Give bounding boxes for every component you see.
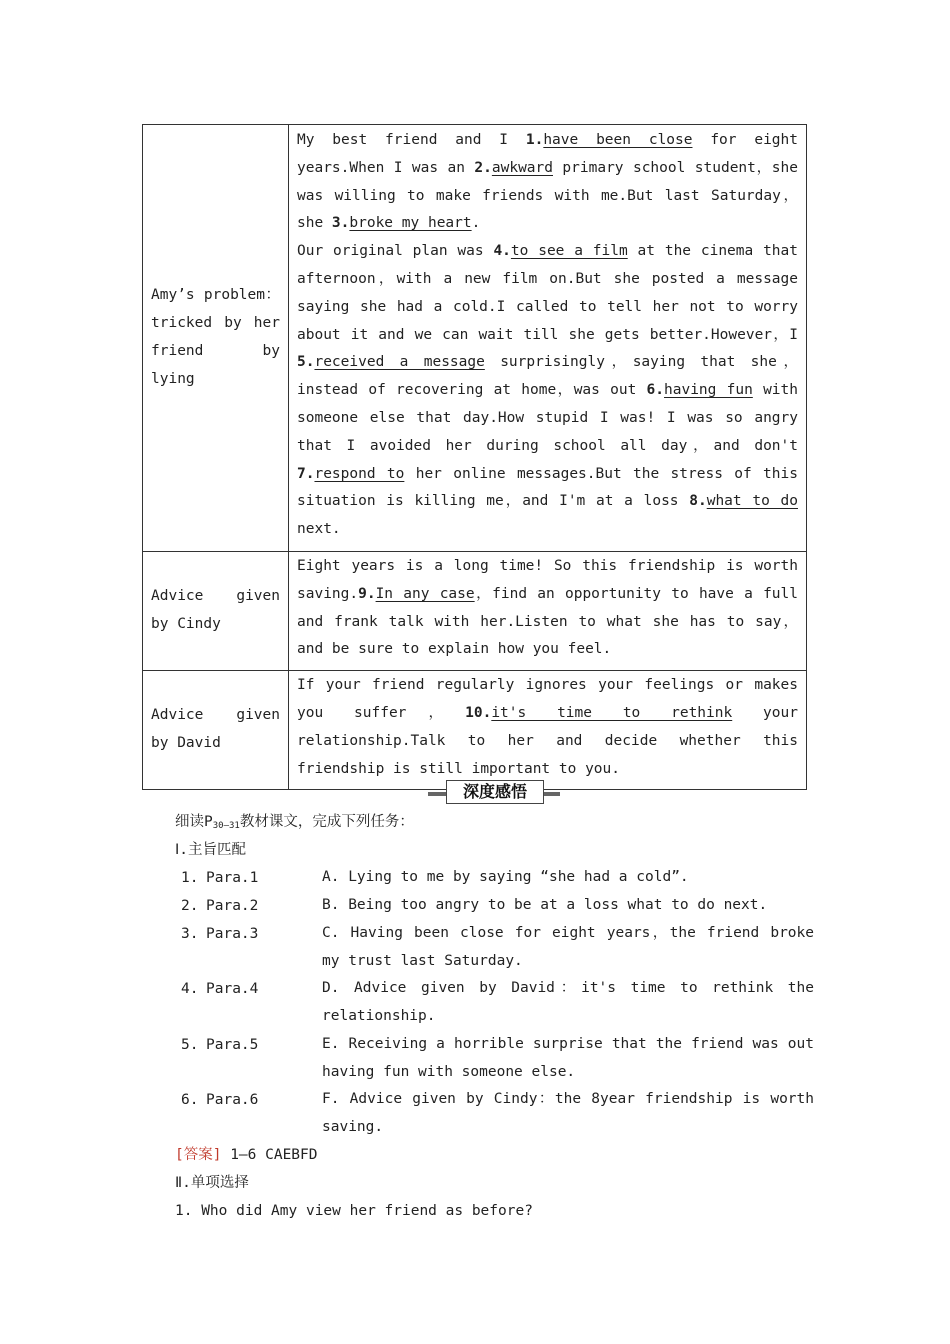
table-row xyxy=(143,671,807,790)
answer-blank: having fun xyxy=(664,382,753,399)
row-label-david: Advice given by David xyxy=(143,671,289,790)
answer-blank: broke my heart xyxy=(349,215,472,232)
table-row xyxy=(143,552,807,671)
answer-blank: what to do xyxy=(706,493,798,510)
table-row xyxy=(143,125,807,552)
answer-blank: In any case xyxy=(375,585,475,602)
answer-text: 1—6 CAEBFD xyxy=(230,1147,318,1163)
row-label-cindy: Advice given by Cindy xyxy=(143,552,289,671)
answer-blank: to see a film xyxy=(510,243,628,260)
banner-title: 深度感悟 xyxy=(446,780,544,804)
answer-tag: [答案] xyxy=(175,1147,222,1163)
answer-blank: awkward xyxy=(491,159,553,176)
advice-david-cell: If your friend regularly ignores your feelings or makes you suffer，10.it's time to rethink your relationship.Talk to her and decide whether this friendship is still important to you. xyxy=(289,671,807,790)
row-label-problem: Amy’s problem：tricked by her friend by lying xyxy=(143,125,289,552)
answer-line xyxy=(175,1145,318,1165)
question-1: 1. Who did Amy view her friend as before? xyxy=(175,1203,533,1219)
section-heading-matching: Ⅰ.主旨匹配 xyxy=(175,842,247,858)
story-table xyxy=(142,124,807,790)
answer-blank: respond to xyxy=(314,465,405,482)
story-paragraph-1: My best friend and I 1.have been close for eight years.When I was an 2.awkward primary school student，she was willing to make friends with me.But last Saturday，she 3.broke my heart. xyxy=(297,132,798,232)
answer-blank: it's time to rethink xyxy=(491,704,733,721)
section-heading-choice: Ⅱ.单项选择 xyxy=(175,1175,249,1191)
story-paragraph-2: Our original plan was 4.to see a film at the cinema that afternoon，with a new film on.But she posted a message saying she had a cold.I called to tell her not to worry about it and we can wait till she gets better.However，I 5.received a message surprisingly，saying that she，instead of recovering at home，was out 6.having fun with someone else that day.How stupid I was! I was so angry that I avoided her during school all day，and don't 7.respond to her online messages.But the stress of this situation is killing me，and I'm at a loss 8.what to do next. xyxy=(297,243,798,538)
task-intro: 细读$P_{30—31}$教材课文，完成下列任务： xyxy=(175,814,414,831)
answer-blank: received a message xyxy=(314,354,485,371)
answer-blank: have been close xyxy=(543,132,693,149)
story-cell xyxy=(289,125,807,552)
advice-cindy-cell: Eight years is a long time! So this friendship is worth saving.9.In any case，find an opportunity to have a full and frank talk with her.Listen to what she has to say，and be sure to explain how you feel. xyxy=(289,552,807,671)
section-banner xyxy=(428,778,560,806)
